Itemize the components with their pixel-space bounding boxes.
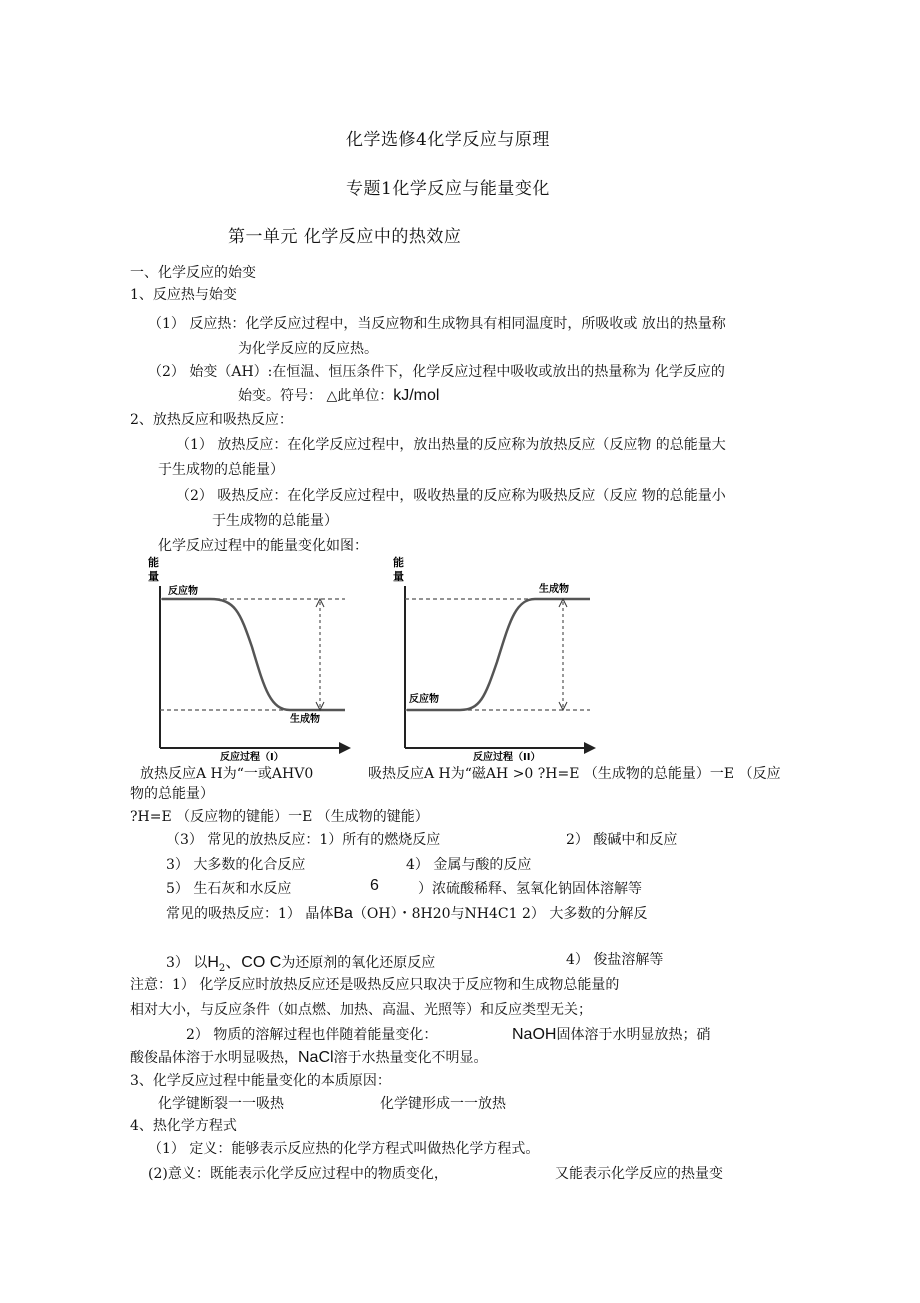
paragraph: （1） 反应热：化学反应过程中，当反应物和生成物具有相同温度时，所吸收或 放出的热量称 — [148, 316, 726, 332]
definition: （1） 定义：能够表示反应热的化学方程式叫做热化学方程式。 — [148, 1141, 540, 1157]
subheading-3: 3、化学反应过程中能量变化的本质原因： — [130, 1073, 391, 1089]
text-span: 始变。符号： △此单位： — [238, 388, 394, 404]
unit-text: kJ/mol — [393, 387, 440, 404]
text-span: 为还原剂的氧化还原反应 — [281, 955, 436, 971]
bond-forming: 化学键形成一一放热 — [380, 1096, 506, 1112]
subheading-2: 2、放热反应和吸热反应： — [130, 412, 293, 428]
note-2: 2） 物质的溶解过程也伴随着能量变化： — [186, 1027, 438, 1043]
note-2-right — [512, 1024, 710, 1044]
reactant-label: 反应物 — [409, 694, 439, 705]
x-label: 反应过程（I） — [220, 752, 284, 762]
text-span: ・8H20与NH4C1 2） 大多数的分解反 — [397, 906, 648, 922]
reactant-label: 反应物 — [168, 586, 198, 597]
paragraph: （1） 放热反应：在化学反应过程中，放出热量的反应称为放热反应（反应物 的总能量大 — [176, 437, 726, 453]
exothermic-diagram — [140, 552, 355, 766]
subheading-1: 1、反应热与始变 — [130, 287, 237, 303]
endothermic-list — [166, 903, 647, 923]
meaning-cont: 又能表示化学反应的热量变 — [555, 1166, 723, 1182]
y-label: 能 — [148, 556, 159, 569]
paragraph: 于生成物的总能量） — [158, 462, 284, 478]
topic-title: 专题1化学反应与能量变化 — [346, 179, 550, 199]
product-label: 生成物 — [290, 714, 320, 725]
meaning: (2)意义：既能表示化学反应过程中的物质变化， — [148, 1166, 448, 1182]
text-span: 固体溶于水明显放热；硝 — [556, 1027, 711, 1043]
exothermic-list-item: 5） 生石灰和水反应 — [166, 881, 292, 897]
text-span: 溶于水热量变化不明显。 — [333, 1050, 488, 1066]
y-label: 能 — [393, 556, 404, 569]
exothermic-list-item: 4） 金属与酸的反应 — [406, 857, 532, 873]
exothermic-list-item: 2） 酸碱中和反应 — [566, 832, 678, 848]
formula-h: H — [207, 954, 219, 971]
paragraph: （2） 吸热反应：在化学反应过程中，吸收热量的反应称为吸热反应（反应 物的总能量小 — [176, 488, 726, 504]
exothermic-list-item: 3） 大多数的化合反应 — [166, 857, 306, 873]
caption-endothermic: 吸热反应A H为“磁AH >0 ?H=E （生成物的总能量）一E （反应 — [368, 766, 781, 782]
note-2-cont — [130, 1047, 488, 1067]
text-span: 酸俊晶体溶于水明显吸热， — [130, 1050, 298, 1066]
unit-title: 第一单元 化学反应中的热效应 — [228, 227, 462, 247]
formula-ba: Ba — [333, 905, 353, 922]
text-span: （OH） — [352, 906, 398, 922]
exothermic-list-item: （3） 常见的放热反应：1）所有的燃烧反应 — [166, 832, 441, 848]
paragraph: 为化学反应的反应热。 — [238, 341, 378, 357]
endothermic-list-item: 4） 俊盐溶解等 — [566, 952, 664, 968]
text-span: 3） 以 — [166, 955, 208, 971]
formula-nacl: NaCl — [298, 1049, 334, 1066]
caption-continued: 物的总能量） — [130, 786, 214, 802]
y-label: 量 — [148, 570, 159, 583]
bond-energy-formula: ?H=E （反应物的键能）一E （生成物的键能） — [130, 809, 429, 825]
paragraph: 于生成物的总能量） — [212, 513, 338, 529]
paragraph: （2） 始变（AH）:在恒温、恒压条件下，化学反应过程中吸收或放出的热量称为 化学反应的 — [148, 364, 725, 380]
energy-curve — [162, 599, 345, 710]
text-span: 常见的吸热反应：1） 晶体 — [166, 906, 334, 922]
paragraph — [238, 385, 439, 405]
formula-co: 、CO C — [225, 954, 282, 971]
x-label: 反应过程（II） — [473, 752, 541, 762]
note-1: 注意：1） 化学反应时放热反应还是吸热反应只取决于反应物和生成物总能量的 — [130, 977, 620, 993]
endothermic-list-item — [166, 949, 435, 974]
formula-naoh: NaOH — [512, 1026, 557, 1043]
product-label: 生成物 — [539, 584, 569, 595]
caption-exothermic: 放热反应A H为“一或AHV0 — [140, 766, 314, 782]
subscript: 2 — [218, 962, 226, 974]
figure-intro: 化学反应过程中的能量变化如图： — [158, 538, 368, 554]
exothermic-list-item: ）浓硫酸稀释、氢氧化钠固体溶解等 — [418, 881, 642, 897]
endothermic-diagram — [385, 552, 600, 766]
y-label: 量 — [393, 570, 404, 583]
section-heading: 一、化学反应的始变 — [130, 265, 256, 281]
note-1-cont: 相对大小，与反应条件（如点燃、加热、高温、光照等）和反应类型无关； — [130, 1002, 592, 1018]
bond-breaking: 化学键断裂一一吸热 — [158, 1096, 284, 1112]
list-number: 6 — [370, 877, 379, 894]
subheading-4: 4、热化学方程式 — [130, 1118, 237, 1134]
main-title: 化学选修4化学反应与原理 — [346, 130, 550, 150]
